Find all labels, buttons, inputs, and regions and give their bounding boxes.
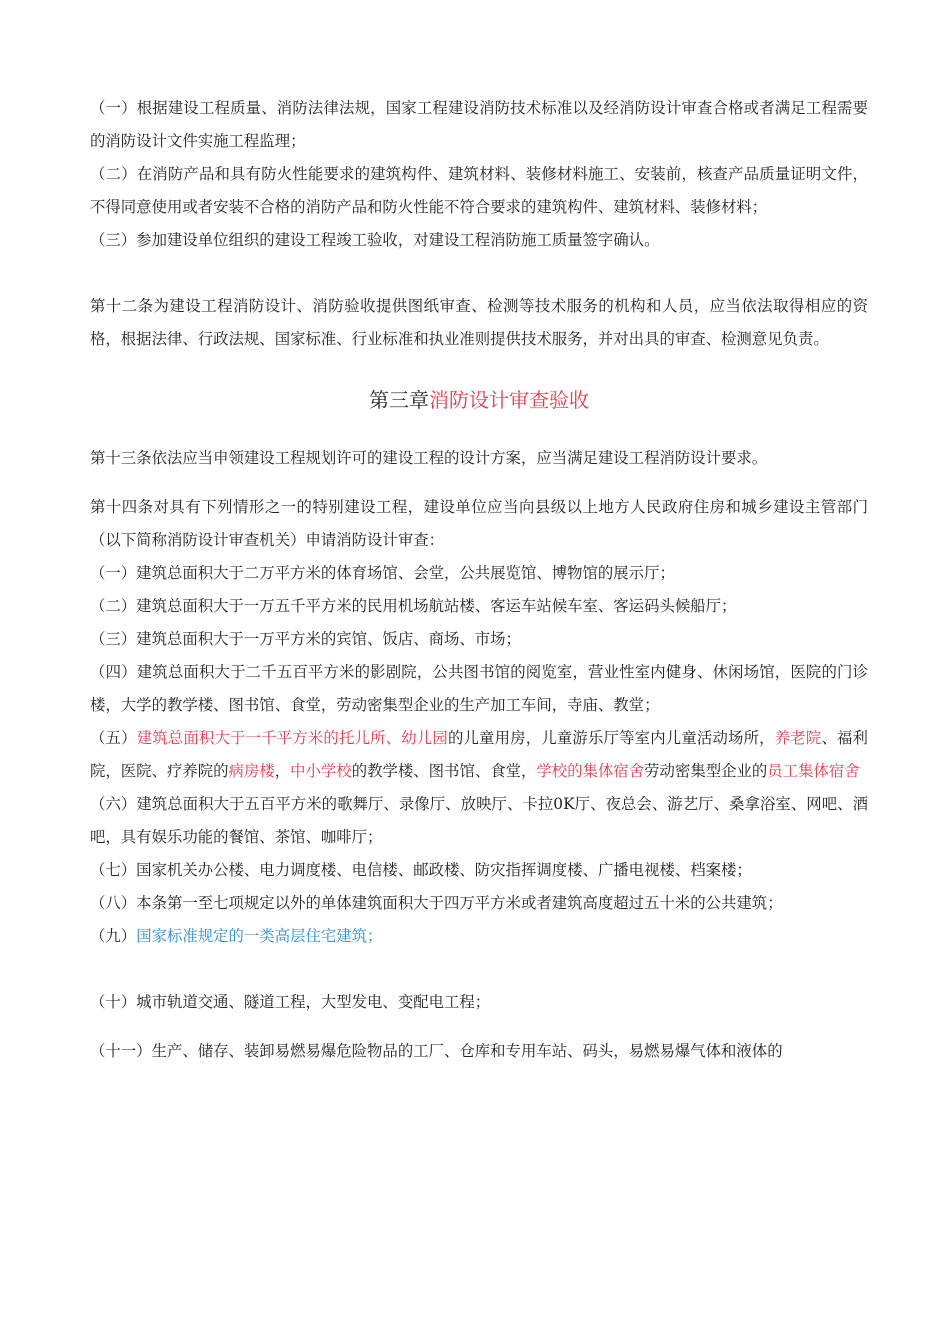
highlight-schools: 中小学校 <box>290 762 352 780</box>
highlight-nursing-home: 养老院 <box>774 729 822 747</box>
list-item-5-text-b: 、福利院，医院、疗养院的 <box>90 729 868 780</box>
list-item-11: （十一）生产、储存、装卸易燃易爆危险物品的工厂、仓库和专用车站、码头，易燃易爆气体和液体的 <box>90 1042 783 1060</box>
highlight-school-dorm: 学校的集体宿舍 <box>536 762 645 780</box>
chapter-title <box>90 380 868 420</box>
list-item-6: （六）建筑总面积大于五百平方米的歌舞厅、录像厅、放映厅、卡拉0K厅、夜总会、游艺厅、桑拿浴室、网吧、酒吧，具有娱乐功能的餐馆、茶馆、咖啡厅； <box>90 795 868 846</box>
highlight-kindergarten: 建筑总面积大于一千平方米的托儿所、幼儿园 <box>136 729 448 747</box>
document-page <box>90 92 868 1068</box>
highlight-high-rise-residential: 国家标准规定的一类高层住宅建筑； <box>136 927 383 945</box>
chapter-name: 消防设计审查验收 <box>429 388 589 412</box>
item-1-supervision: （一）根据建设工程质量、消防法律法规，国家工程建设消防技术标准以及经消防设计审查合格或者满足工程需要的消防设计文件实施工程监理； <box>90 99 868 150</box>
item-2-supervision: （二）在消防产品和具有防火性能要求的建筑构件、建筑材料、装修材料施工、安装前，核查产品质量证明文件，不得同意使用或者安装不合格的消防产品和防火性能不符合要求的建筑构件、建筑材料、装修材料； <box>90 165 868 216</box>
list-item-5-prefix: （五） <box>90 729 137 747</box>
article-12: 第十二条为建设工程消防设计、消防验收提供图纸审查、检测等技术服务的机构和人员，应当依法取得相应的资格，根据法律、行政法规、国家标准、行业标准和执业准则提供技术服务，并对出具的审查、检测意见负责。 <box>90 297 868 348</box>
article-13: 第十三条依法应当申领建设工程规划许可的建设工程的设计方案，应当满足建设工程消防设计要求。 <box>90 449 768 467</box>
list-item-9 <box>90 920 868 953</box>
chapter-prefix: 第三章 <box>369 388 429 412</box>
list-item-7: （七）国家机关办公楼、电力调度楼、电信楼、邮政楼、防灾指挥调度楼、广播电视楼、档案楼； <box>90 861 752 879</box>
item-3-supervision: （三）参加建设单位组织的建设工程竣工验收，对建设工程消防施工质量签字确认。 <box>90 231 660 249</box>
list-item-5-text-a: 的儿童用房，儿童游乐厅等室内儿童活动场所， <box>447 729 775 747</box>
list-item-2: （二）建筑总面积大于一万五千平方米的民用机场航站楼、客运车站候车室、客运码头候船厅； <box>90 597 737 615</box>
list-item-5-text-c: ， <box>274 762 291 780</box>
list-item-9-prefix: （九） <box>90 927 137 945</box>
list-item-4: （四）建筑总面积大于二千五百平方米的影剧院，公共图书馆的阅览室，营业性室内健身、休闲场馆，医院的门诊楼，大学的教学楼、图书馆、食堂，劳动密集型企业的生产加工车间，寺庙、教堂； <box>90 663 868 714</box>
list-item-10: （十）城市轨道交通、隧道工程，大型发电、变配电工程； <box>90 993 491 1011</box>
list-item-8: （八）本条第一至七项规定以外的单体建筑面积大于四万平方米或者建筑高度超过五十米的公共建筑； <box>90 894 783 912</box>
list-item-5 <box>90 722 868 788</box>
list-item-5-text-e: 劳动密集型企业的 <box>644 762 768 780</box>
list-item-3: （三）建筑总面积大于一万平方米的宾馆、饭店、商场、市场； <box>90 630 521 648</box>
list-item-5-text-d: 的教学楼、图书馆、食堂， <box>351 762 537 780</box>
article-14: 第十四条对具有下列情形之一的特别建设工程，建设单位应当向县级以上地方人民政府住房和城乡建设主管部门（以下简称消防设计审查机关）申请消防设计审查： <box>90 498 868 549</box>
highlight-ward-building: 病房楼 <box>228 762 275 780</box>
highlight-staff-dorm: 员工集体宿舍 <box>767 762 860 780</box>
list-item-1: （一）建筑总面积大于二万平方米的体育场馆、会堂，公共展览馆、博物馆的展示厅； <box>90 564 675 582</box>
